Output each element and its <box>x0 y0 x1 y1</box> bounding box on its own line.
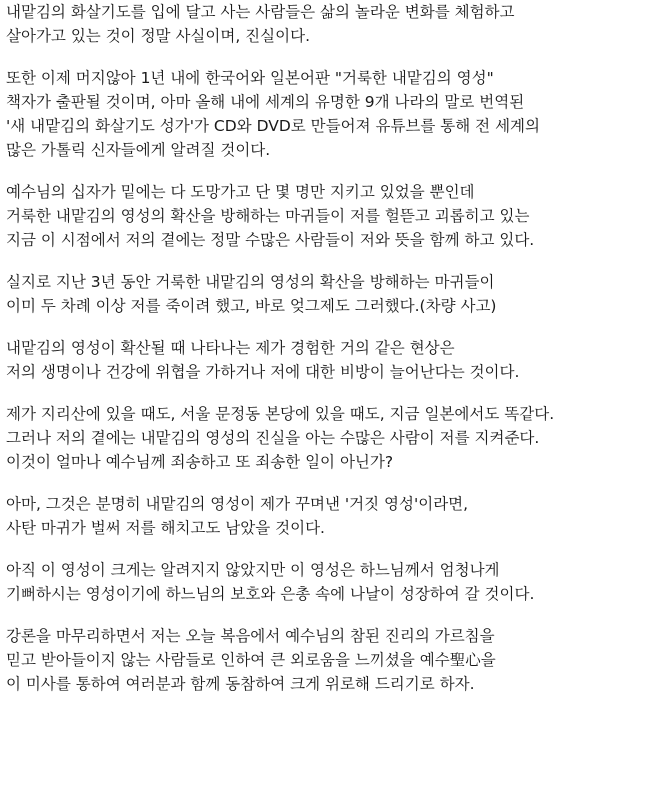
text-line: 사탄 마귀가 벌써 저를 해치고도 남았을 것이다. <box>6 519 325 537</box>
paragraph-gap <box>6 318 666 336</box>
paragraph-2 <box>6 66 666 162</box>
text-line: 내맡김의 화살기도를 입에 달고 사는 사람들은 삶의 놀라운 변화를 체험하고 <box>6 3 515 21</box>
text-line: 이것이 얼마나 예수님께 죄송하고 또 죄송한 일이 아닌가? <box>6 453 394 471</box>
paragraph-gap <box>6 252 666 270</box>
paragraph-gap <box>6 384 666 402</box>
text-line: 이 미사를 통하여 여러분과 함께 동참하여 크게 위로해 드리기로 하자. <box>6 675 475 693</box>
paragraph-gap <box>6 474 666 492</box>
paragraph-gap <box>6 48 666 66</box>
paragraph-8 <box>6 558 666 606</box>
document-body <box>6 0 666 696</box>
text-line: 또한 이제 머지않아 1년 내에 한국어와 일본어판 "거룩한 내맡김의 영성" <box>6 69 494 87</box>
paragraph-gap <box>6 162 666 180</box>
paragraph-5 <box>6 336 666 384</box>
text-line: 내맡김의 영성이 확산될 때 나타나는 제가 경험한 거의 같은 현상은 <box>6 339 455 357</box>
paragraph-gap <box>6 606 666 624</box>
text-line: 예수님의 십자가 밑에는 다 도망가고 단 몇 명만 지키고 있었을 뿐인데 <box>6 183 475 201</box>
text-line: 강론을 마무리하면서 저는 오늘 복음에서 예수님의 참된 진리의 가르침을 <box>6 627 495 645</box>
text-line: 그러나 저의 곁에는 내맡김의 영성의 진실을 아는 수많은 사람이 저를 지켜준다. <box>6 429 540 447</box>
paragraph-1 <box>6 0 666 48</box>
text-line: 아마, 그것은 분명히 내맡김의 영성이 제가 꾸며낸 '거짓 영성'이라면, <box>6 495 469 513</box>
text-line: 거룩한 내맡김의 영성의 확산을 방해하는 마귀들이 저를 헐뜯고 괴롭히고 있는 <box>6 207 530 225</box>
paragraph-4 <box>6 270 666 318</box>
text-line: 기뻐하시는 영성이기에 하느님의 보호와 은총 속에 나날이 성장하여 갈 것이다. <box>6 585 535 603</box>
text-line: 아직 이 영성이 크게는 알려지지 않았지만 이 영성은 하느님께서 엄청나게 <box>6 561 500 579</box>
paragraph-6 <box>6 402 666 474</box>
text-line: 이미 두 차례 이상 저를 죽이려 했고, 바로 엊그제도 그러했다.(차량 사고) <box>6 297 497 315</box>
text-line: 실지로 지난 3년 동안 거룩한 내맡김의 영성의 확산을 방해하는 마귀들이 <box>6 273 495 291</box>
text-line: '새 내맡김의 화살기도 성가'가 CD와 DVD로 만들어져 유튜브를 통해 전 세계의 <box>6 117 540 135</box>
paragraph-9 <box>6 624 666 696</box>
text-line: 저의 생명이나 건강에 위협을 가하거나 저에 대한 비방이 늘어난다는 것이다. <box>6 363 520 381</box>
text-line: 지금 이 시점에서 저의 곁에는 정말 수많은 사람들이 저와 뜻을 함께 하고 있다. <box>6 231 535 249</box>
text-line: 믿고 받아들이지 않는 사람들로 인하여 큰 외로움을 느끼셨을 예수聖心을 <box>6 651 496 669</box>
paragraph-gap <box>6 540 666 558</box>
text-line: 살아가고 있는 것이 정말 사실이며, 진실이다. <box>6 27 311 45</box>
text-line: 많은 가톨릭 신자들에게 알려질 것이다. <box>6 141 271 159</box>
text-line: 제가 지리산에 있을 때도, 서울 문정동 본당에 있을 때도, 지금 일본에서도 똑같다. <box>6 405 555 423</box>
paragraph-7 <box>6 492 666 540</box>
text-line: 책자가 출판될 것이며, 아마 올해 내에 세계의 유명한 9개 나라의 말로 번역된 <box>6 93 525 111</box>
paragraph-3 <box>6 180 666 252</box>
